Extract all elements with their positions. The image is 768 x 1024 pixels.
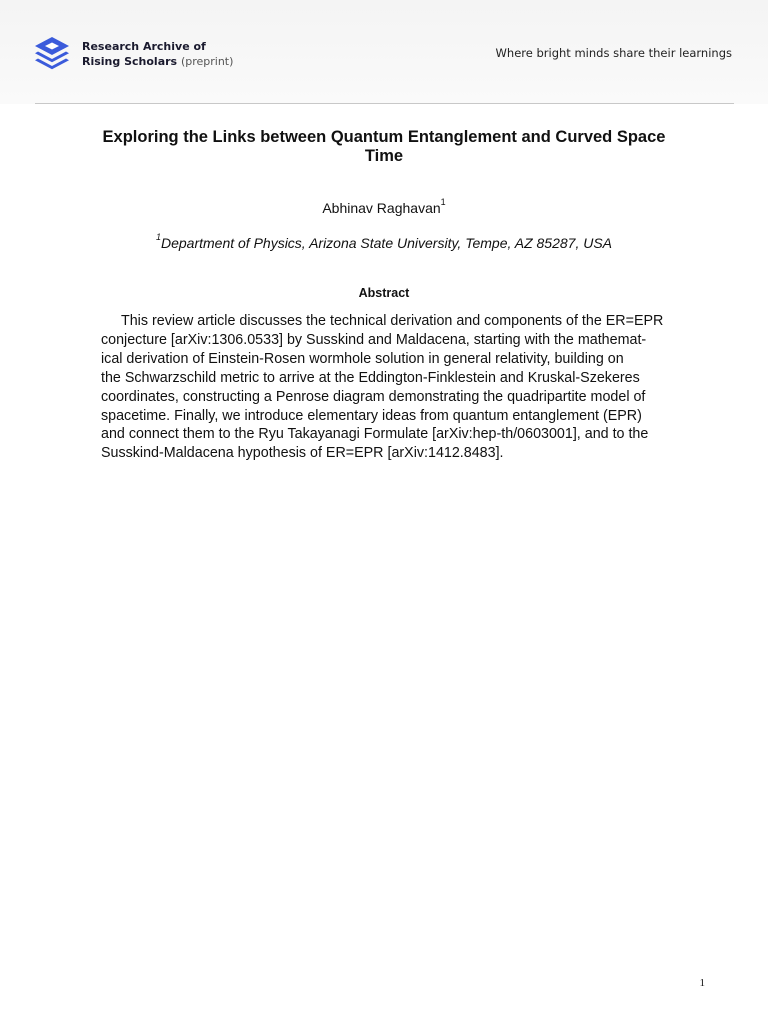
page-number: 1 [699,977,705,989]
abstract-line: ical derivation of Einstein-Rosen wormhole solution in general relativity, building on [101,350,624,367]
stacked-layers-logo-icon [33,35,71,73]
brand-suffix: (preprint) [180,55,234,68]
paper-title [70,128,698,166]
abstract-body [101,312,669,463]
author-name: Abhinav Raghavan [322,200,441,216]
brand-name[interactable] [82,39,233,69]
abstract-heading: Abstract [358,286,410,300]
abstract-line: coordinates, constructing a Penrose diagram demonstrating the quadripartite model of [101,388,646,405]
author-line [0,197,768,216]
affiliation-text: Department of Physics, Arizona State University, Tempe, AZ 85287, USA [160,235,613,251]
tagline: Where bright minds share their learnings [495,46,732,60]
title-line-2: Time [364,147,404,165]
affiliation-line [0,232,768,251]
title-line-1: Exploring the Links between Quantum Entanglement and Curved Space [102,128,666,146]
affiliation-mark: 1 [155,232,161,242]
brand-line-2 [82,54,233,69]
abstract-line: spacetime. Finally, we introduce elementary ideas from quantum entanglement (EPR) [101,407,642,424]
header-divider [35,103,734,104]
abstract-line: This review article discusses the technical derivation and components of the ER=EPR [121,313,664,329]
site-header [0,0,768,104]
author-affiliation-mark: 1 [440,197,446,207]
abstract-line: Susskind-Maldacena hypothesis of ER=EPR [arXiv:1412.8483]. [101,445,504,462]
brand-name-second: Rising Scholars [82,55,178,68]
brand-line-1: Research Archive of [82,40,206,53]
abstract-line: the Schwarzschild metric to arrive at the Eddington-Finklestein and Kruskal-Szekeres [101,369,640,386]
abstract-line: conjecture [arXiv:1306.0533] by Susskind and Maldacena, starting with the mathemat- [101,331,647,348]
abstract-line: and connect them to the Ryu Takayanagi Formulate [arXiv:hep-th/0603001], and to the [101,426,649,443]
